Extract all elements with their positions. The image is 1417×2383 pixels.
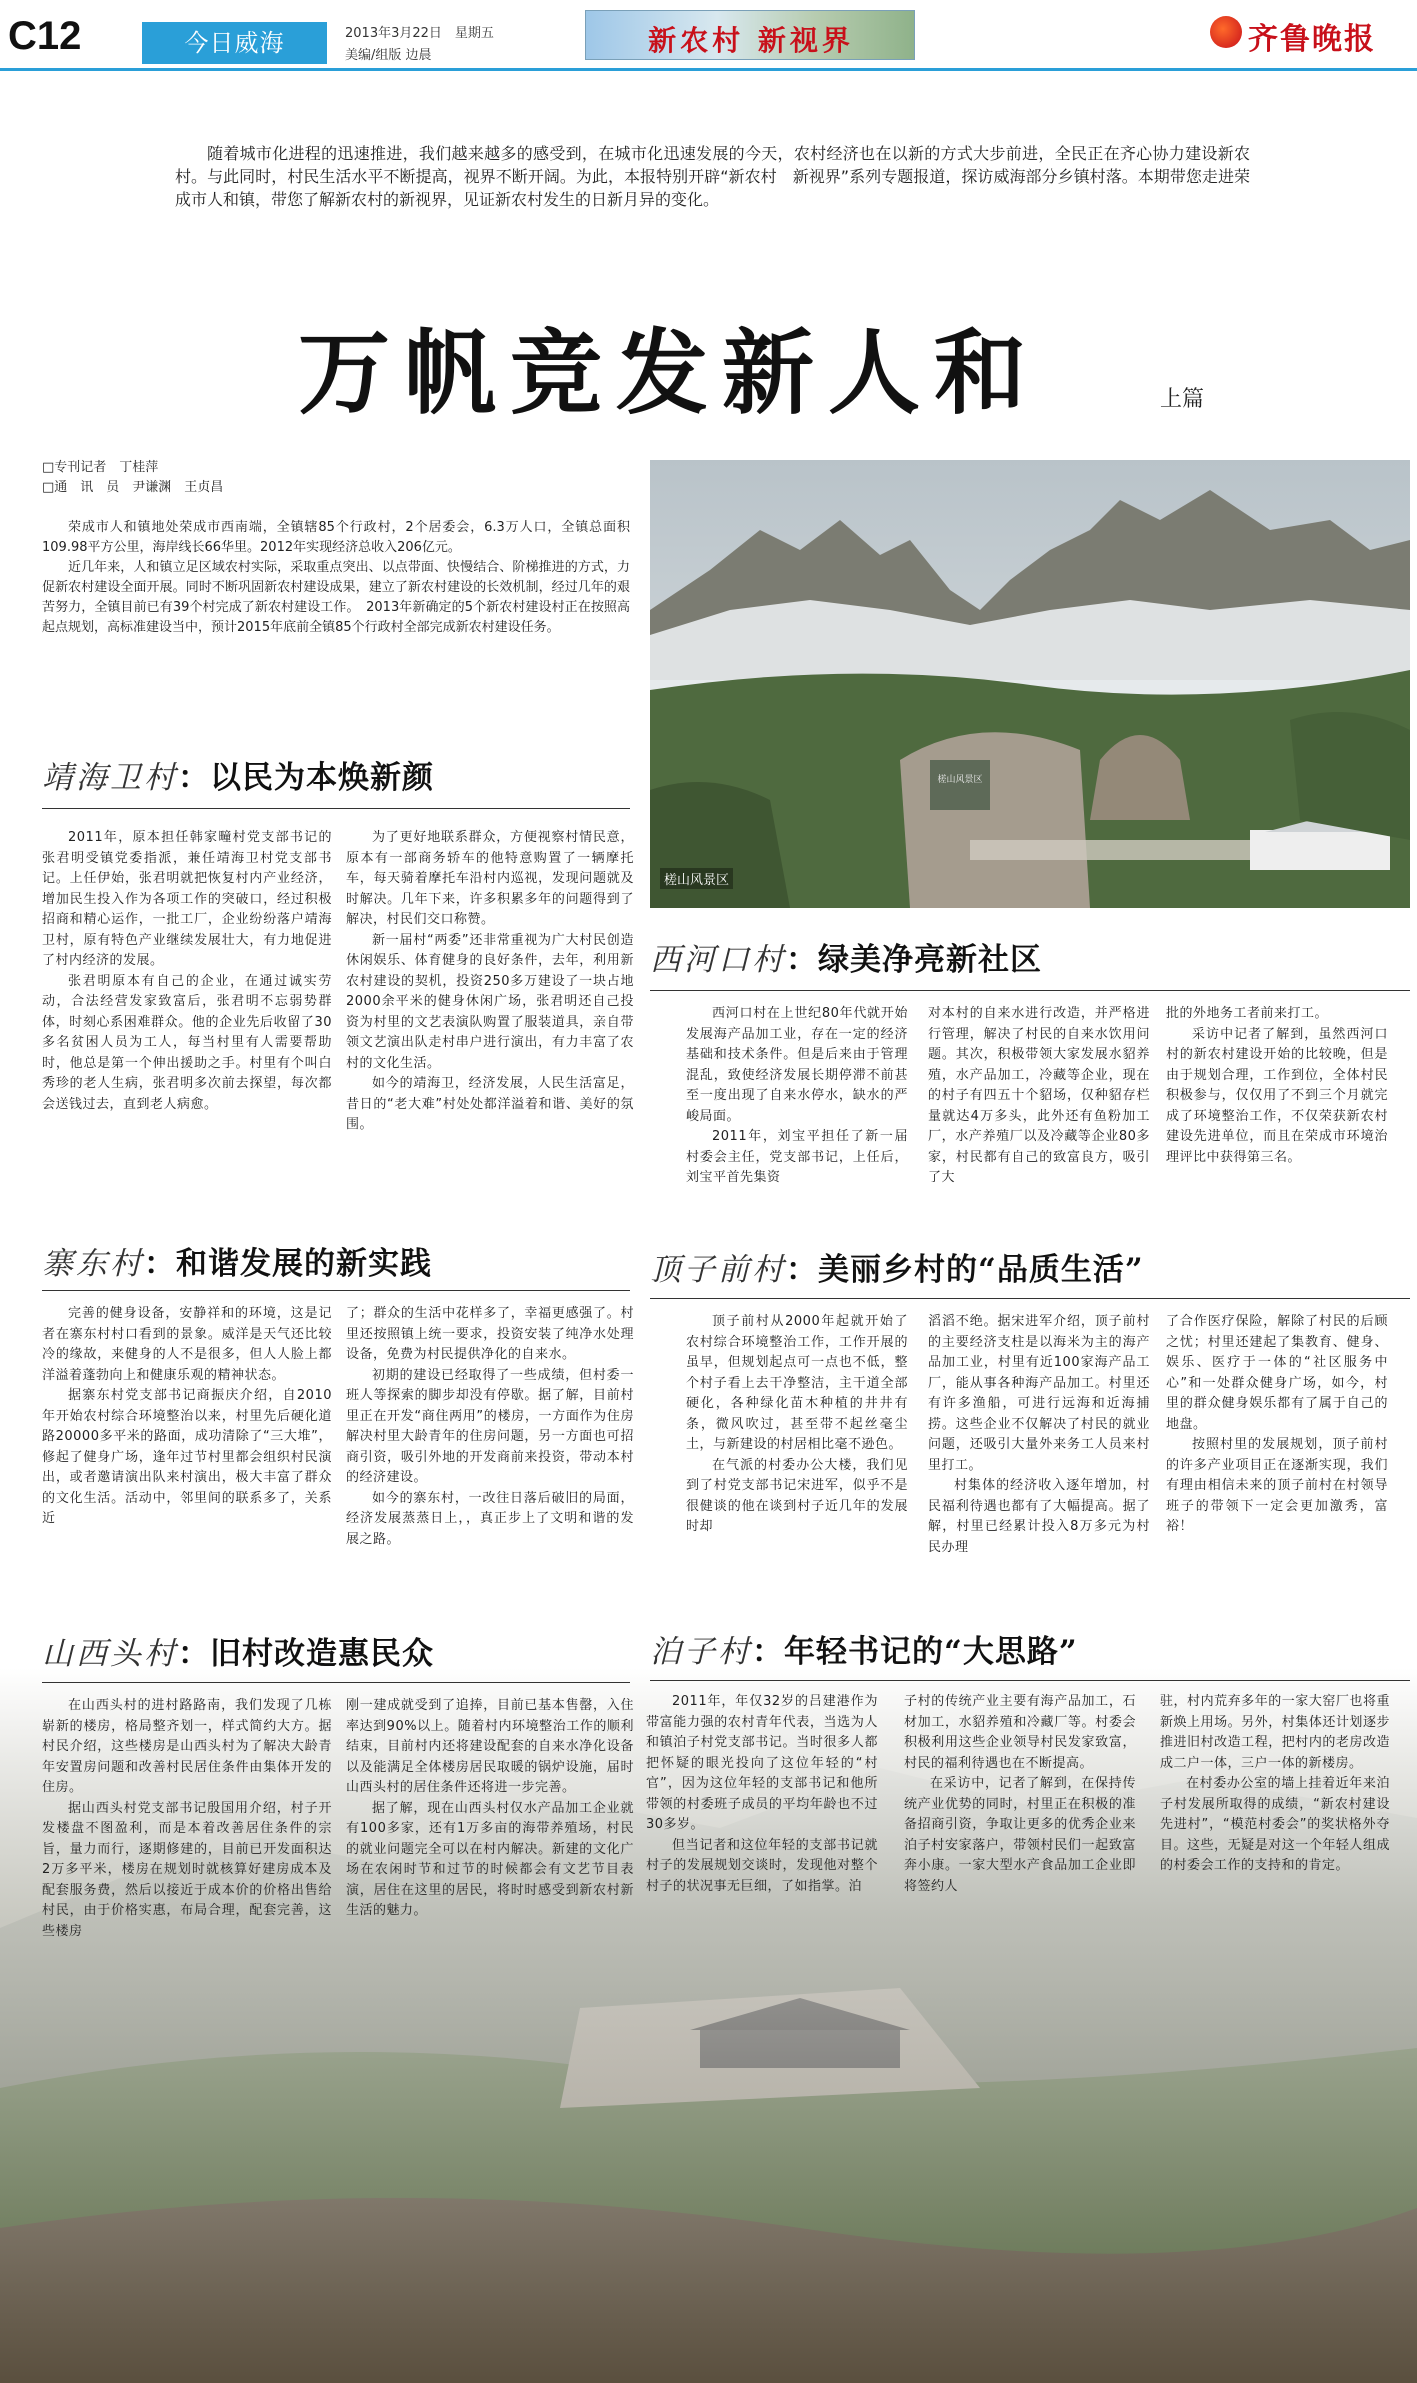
issue-editor: 美编/组版 边晨	[345, 48, 432, 63]
article-paragraph: 对本村的自来水进行改造，并严格进行管理，解决了村民的自来水饮用问题。其次，积极带领大家发展水貂养殖，水产品加工，冷藏等企业，现在的村子有四五十个貂场，仅种貂存栏量就达4万多头，此外还有鱼粉加工厂，水产养殖厂以及冷藏等企业80多家，村民都有自己的致富良方，吸引了大	[928, 1006, 1150, 1185]
divider	[42, 1682, 630, 1683]
section-headline-text: 旧村改造惠民众	[210, 1636, 434, 1672]
newspaper-logo	[1210, 10, 1410, 57]
lead-text	[42, 518, 630, 638]
article-paragraph: 初期的建设已经取得了一些成绩，但村委一班人等探索的脚步却没有停歇。据了解，目前村里正在开发“商住两用”的楼房，一方面作为住房解决村里大龄青年的住房问题，另一方面也可招商引资，吸引外地的开发商前来投资，带动本村的经济建设。	[346, 1367, 634, 1485]
article-column	[346, 828, 634, 1136]
byline	[42, 458, 223, 498]
main-headline: 万帆竞发新人和	[298, 319, 1041, 427]
divider	[650, 1298, 1410, 1299]
divider	[42, 1290, 630, 1291]
article-column	[1166, 1312, 1388, 1538]
article-paragraph: 在气派的村委办公大楼，我们见到了村党支部书记宋进军，似乎不是很健谈的他在谈到村子近几年的发展时却	[686, 1457, 908, 1534]
article-paragraph: 村集体的经济收入逐年增加，村民福利待遇也都有了大幅提高。据了解，村里已经累计投入8万多元为村民办理	[928, 1478, 1150, 1555]
section-headline-text: 年轻书记的“大思路”	[784, 1634, 1078, 1670]
article-paragraph: 了；群众的生活中花样多了，幸福更感强了。村里还按照镇上统一要求，投资安装了纯净水处理设备，免费为村民提供净化的自来水。	[346, 1306, 634, 1362]
article-paragraph: 据了解，现在山西头村仅水产品加工企业就有100多家，还有1万多亩的海带养殖场，村民的就业问题完全可以在村内解决。新建的文化广场在农闲时节和过节的时候都会有文艺节目表演，居住在这里的居民，将时时感受到新农村新生活的魅力。	[346, 1800, 634, 1918]
village-name: 寨东村	[42, 1246, 144, 1282]
issue-date: 2013年3月22日 星期五	[345, 26, 494, 41]
village-name: 顶子前村	[650, 1252, 786, 1288]
section-headline-text: 和谐发展的新实践	[176, 1246, 432, 1282]
masthead	[0, 0, 1417, 64]
article-paragraph: 子村的传统产业主要有海产品加工，石材加工，水貂养殖和冷藏厂等。村委会积极利用这些企业领导村民发家致富，村民的福利待遇也在不断提高。	[904, 1694, 1136, 1771]
article-paragraph: 2011年，年仅32岁的吕建港作为带富能力强的农村青年代表，当选为人和镇泊子村党支部书记。当时很多人都把怀疑的眼光投向了这位年轻的“村官”，因为这位年轻的支部书记和他所带领的村委班子成员的平均年龄也不过30多岁。	[646, 1694, 878, 1832]
section-headline-xihekou	[650, 934, 1042, 979]
article-paragraph: 按照村里的发展规划，顶子前村的许多产业项目正在逐渐实现，我们有理由相信未来的顶子前村在村领导班子的带领下一定会更加激秀，富裕！	[1166, 1437, 1388, 1534]
section-headline-bozi	[650, 1626, 1078, 1671]
article-column	[42, 828, 332, 1115]
headline-colon: ：	[752, 1634, 784, 1670]
section-headline-text: 绿美净亮新社区	[818, 942, 1042, 978]
photo-caption: 槎山风景区	[660, 868, 733, 889]
article-column	[686, 1004, 908, 1189]
intro-paragraph: 随着城市化进程的迅速推进，我们越来越多的感受到，在城市化迅速发展的今天，农村经济也在以新的方式大步前进，全民正在齐心协力建设新农村。与此同时，村民生活水平不断提高，视界不断开阔。为此，本报特别开辟“新农村 新视界”系列专题报道，探访威海部分乡镇村落。本期带您走进荣成市人和镇，带您了解新农村的新视界，见证新农村发生的日新月异的变化。	[175, 144, 1250, 209]
headline-part: 上篇	[1160, 387, 1205, 412]
article-paragraph: 在山西头村的进村路路南，我们发现了几栋崭新的楼房，格局整齐划一，样式简约大方。据村民介绍，这些楼房是山西头村为了解决大龄青年安置房问题和改善村民居住条件由集体开发的住房。	[42, 1698, 332, 1795]
byline-correspondent: □通 讯 员 尹谦渊 王贞昌	[42, 480, 224, 495]
logo-icon	[1210, 16, 1242, 48]
section-tag: 今日威海	[142, 22, 327, 64]
village-name: 山西头村	[42, 1636, 178, 1672]
article-paragraph: 据山西头村党支部书记殷国用介绍，村子开发楼盘不图盈利，而是本着改善居住条件的宗旨，量力而行，逐期修建的，目前已开发面积达2万多平米，楼房在规划时就核算好建房成本及配套服务费，然后以接近于成本价的价格出售给村民，由于价格实惠，布局合理，配套完善，这些楼房	[42, 1800, 332, 1939]
top-rule	[0, 68, 1417, 71]
column-banner	[585, 10, 915, 60]
village-name: 西河口村	[650, 942, 786, 978]
article-paragraph: 2011年，原本担任韩家疃村党支部书记的张君明受镇党委指派，兼任靖海卫村党支部书记。上任伊始，张君明就把恢复村内产业经济，增加民生投入作为各项工作的突破口，经过积极招商和精心运作，一批工厂，企业纷纷落户靖海卫村，原有特色产业继续发展壮大，有力地促进了村内经济的发展。	[42, 830, 332, 968]
divider	[650, 1680, 1410, 1681]
scenic-sign-text: 槎山风景区	[937, 775, 983, 785]
article-paragraph: 批的外地务工者前来打工。	[1166, 1006, 1329, 1021]
article-paragraph: 2011年，刘宝平担任了新一届村委会主任，党支部书记，上任后，刘宝平首先集资	[686, 1129, 908, 1185]
mountain-photo	[650, 460, 1410, 908]
page-number: C12	[8, 14, 82, 58]
headline-colon: ：	[178, 1636, 210, 1672]
divider	[650, 990, 1410, 991]
article-paragraph: 完善的健身设备，安静祥和的环境，这是记者在寨东村村口看到的景象。威洋是天气还比较冷的缘故，来健身的人不是很多，但人人脸上都洋溢着蓬勃向上和健康乐观的精神状态。	[42, 1306, 332, 1383]
article-column	[1160, 1692, 1390, 1877]
article-paragraph: 但当记者和这位年轻的支部书记就村子的发展规划交谈时，发现他对整个村子的状况事无巨细，了如指掌。泊	[646, 1837, 878, 1894]
article-paragraph: 刚一建成就受到了追捧，目前已基本售罄，入住率达到90%以上。随着村内环境整治工作的顺利结束，目前村内还将建设配套的自来水净化设备以及能满足全体楼房居民取暖的锅炉设施，届时山西头村的居住条件还将进一步完善。	[346, 1698, 634, 1795]
article-column	[928, 1312, 1150, 1558]
logo-text: 齐鲁晚报	[1248, 22, 1376, 57]
section-headline-shanxitou	[42, 1628, 434, 1673]
article-column	[686, 1312, 908, 1538]
headline-colon: ：	[786, 942, 818, 978]
article-column	[646, 1692, 878, 1897]
article-paragraph: 据寨东村党支部书记商振庆介绍，自2010年开始农村综合环境整治以来，村里先后硬化道路20000多平米的路面，成功清除了“三大堆”，修起了健身广场，逢年过节村里都会组织村民演出，或者邀请演出队来村演出，极大丰富了群众的文化生活。活动中，邻里间的联系多了，关系近	[42, 1388, 332, 1526]
article-column	[346, 1696, 634, 1922]
article-paragraph: 在采访中，记者了解到，在保持传统产业优势的同时，村里正在积极的准备招商引资，争取让更多的优秀企业来泊子村安家落户，带领村民们一起致富奔小康。一家大型水产食品加工企业即将签约人	[904, 1776, 1136, 1894]
village-name: 泊子村	[650, 1634, 752, 1670]
article-paragraph: 驻，村内荒弃多年的一家大窑厂也将重新焕上用场。另外，村集体还计划逐步推进旧村改造工程，把村内的老房改造成二户一体，三户一体的新楼房。	[1160, 1694, 1390, 1771]
article-column	[928, 1004, 1150, 1189]
divider	[42, 808, 630, 809]
column-banner-title: 新农村 新视界	[648, 24, 854, 57]
article-column	[904, 1692, 1136, 1897]
section-headline-zhaidong	[42, 1238, 432, 1283]
mountain-photo-graphic	[650, 460, 1410, 908]
article-paragraph: 顶子前村从2000年起就开始了农村综合环境整治工作，工作开展的虽早，但规划起点可一点也不低，整个村子看上去干净整洁，主干道全部硬化，各种绿化苗木种植的井井有条，微风吹过，甚至带不起丝毫尘土，与新建设的村居相比毫不逊色。	[686, 1314, 908, 1452]
section-headline-text: 美丽乡村的“品质生活”	[818, 1252, 1144, 1288]
village-name: 靖海卫村	[42, 760, 178, 796]
article-paragraph: 在村委办公室的墙上挂着近年来泊子村发展所取得的成绩，“新农村建设先进村”，“模范村委会”的奖状格外夺目。这些，无疑是对这一个年轻人组成的村委会工作的支持和的肯定。	[1160, 1776, 1390, 1873]
headline-colon: ：	[786, 1252, 818, 1288]
headline-colon: ：	[178, 760, 210, 796]
article-paragraph: 滔滔不绝。据宋进军介绍，顶子前村的主要经济支柱是以海米为主的海产品加工业，村里有近100家海产品工厂，能从事各种海产品加工。村里还有许多渔船，可进行远海和近海捕捞。这些企业不仅解决了村民的就业问题，还吸引大量外来务工人员来村里打工。	[928, 1314, 1150, 1473]
article-column	[42, 1304, 332, 1530]
article-paragraph: 西河口村在上世纪80年代就开始发展海产品加工业，存在一定的经济基础和技术条件。但是后来由于管理混乱，致使经济发展长期停滞不前甚至一度出现了自来水停水，缺水的严峻局面。	[686, 1006, 908, 1124]
headline-colon: ：	[144, 1246, 176, 1282]
article-paragraph: 如今的寨东村，一改往日落后破旧的局面，经济发展蒸蒸日上，，真正步上了文明和谐的发展之路。	[346, 1490, 634, 1547]
article-paragraph: 张君明原本有自己的企业，在通过诚实劳动，合法经营发家致富后，张君明不忘弱势群体，时刻心系困难群众。他的企业先后收留了30多名贫困人员为工人，每当村里有人需要帮助时，他总是第一个伸出援助之手。村里有个叫白秀珍的老人生病，张君明多次前去探望，每次都会送钱过去，直到老人病愈。	[42, 973, 332, 1112]
article-paragraph: 为了更好地联系群众，方便视察村情民意，原本有一部商务轿车的他特意购置了一辆摩托车，每天骑着摩托车沿村内巡视，发现问题就及时解决。几年下来，许多积累多年的问题得到了解决，村民们交口称赞。	[346, 830, 634, 927]
article-column	[346, 1304, 634, 1550]
lead-paragraph: 荣成市人和镇地处荣成市西南端，全镇辖85个行政村，2个居委会，6.3万人口，全镇总面积109.98平方公里，海岸线长66华里。2012年实现经济总收入206亿元。	[42, 520, 630, 555]
article-paragraph: 如今的靖海卫，经济发展，人民生活富足，昔日的“老大难”村处处都洋溢着和谐、美好的氛围。	[346, 1076, 634, 1132]
article-paragraph: 采访中记者了解到，虽然西河口村的新农村建设开始的比较晚，但是由于规划合理，工作到位，全体村民积极参与，仅仅用了不到三个月就完成了环境整治工作，不仅荣获新农村建设先进单位，而且在荣成市环境治理评比中获得第三名。	[1166, 1026, 1388, 1165]
article-column	[42, 1696, 332, 1942]
lead-paragraph: 近几年来，人和镇立足区域农村实际，采取重点突出、以点带面、快慢结合、阶梯推进的方式，力促新农村建设全面开展。同时不断巩固新农村建设成果，建立了新农村建设的长效机制，经过几年的艰苦努力，全镇目前已有39个村完成了新农村建设工作。 2013年新确定的5个新农村建设村正在按照高起点规划，高标准建设当中，预计2015年底前全镇85个行政村全部完成新农村建设任务。	[42, 560, 630, 635]
section-headline-jinghaiwei	[42, 752, 434, 797]
article-paragraph: 新一届村“两委”还非常重视为广大村民创造休闲娱乐、体育健身的良好条件，去年，利用新农村建设的契机，投资250多万建设了一块占地2000余平米的健身休闲广场，张君明还自己投资为村里的文艺表演队购置了服装道具，亲自带领文艺演出队走村串户进行演出，有力丰富了农村的文化生活。	[346, 932, 634, 1071]
article-column	[1166, 1004, 1388, 1168]
article-paragraph: 了合作医疗保险，解除了村民的后顾之忧；村里还建起了集教育、健身、娱乐、医疗于一体的“社区服务中心”和一处群众健身广场，如今，村里的群众健身娱乐都有了属于自己的地盘。	[1166, 1314, 1388, 1432]
byline-reporter: □专刊记者 丁桂萍	[42, 460, 159, 475]
section-headline-text: 以民为本焕新颜	[210, 760, 434, 796]
section-headline-dingziqian	[650, 1244, 1144, 1289]
